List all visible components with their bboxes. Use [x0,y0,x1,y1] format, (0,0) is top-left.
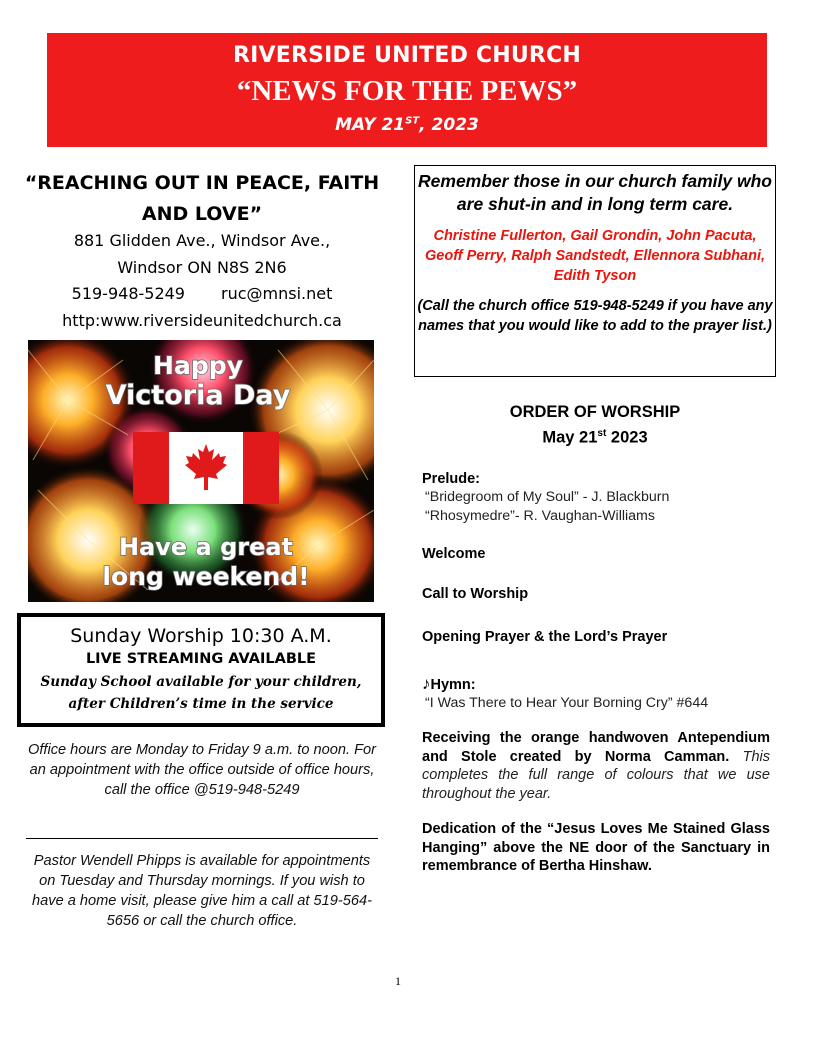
pastor-availability: Pastor Wendell Phipps is available for appointments on Tuesday and Thursday mornings. If you wish to have a home visit, please give him a call at 519-564-5656 or call the church office. [32,853,372,929]
prayer-list-box [414,165,776,377]
prelude-piece-1: “Bridegroom of My Soul” - J. Blackburn [425,489,670,505]
image-text-happy: Happy [153,351,243,380]
dedication-text: Dedication of the “Jesus Loves Me Stained Glass Hanging” above the NE door of the Sanctuary in remembrance of Bertha Hinshaw. [422,821,770,874]
contact-info [22,228,382,334]
receiving-note: This completes the full range of colours that we use throughout the year. [422,748,771,802]
hymn-label: Hymn: [430,677,476,693]
image-text-long-weekend: long weekend! [102,562,310,591]
divider [26,838,378,839]
church-motto: “REACHING OUT IN PEACE, FAITH AND LOVE” [24,172,380,225]
live-streaming-notice: LIVE STREAMING AVAILABLE [85,651,317,667]
page-number: 1 [395,974,401,988]
prelude-section [422,470,770,526]
website-link[interactable]: http:www.riversideunitedchurch.ca [62,310,342,330]
hymn-title: “I Was There to Hear Your Borning Cry” #644 [425,695,709,711]
image-text-victoria-day: Victoria Day [105,380,291,411]
welcome-item: Welcome [422,546,486,562]
receiving-item [422,729,770,803]
email-link[interactable]: ruc@mnsi.net [220,284,333,303]
call-to-worship-item: Call to Worship [422,586,529,602]
prayer-list-note: (Call the church office 519-948-5249 if you have any names that you would like to add to the prayer list.) [417,298,773,334]
newsletter-title: “NEWS FOR THE PEWS” [236,75,578,107]
music-note-icon: ♪ [422,674,431,693]
phone-number: 519-948-5249 [71,284,185,303]
sunday-school-notice: Sunday School available for your children, after Children’s time in the service [40,674,362,712]
image-text-have-a-great: Have a great [118,533,294,561]
phone-email-line [22,281,382,308]
prelude-label: Prelude: [422,471,481,487]
newsletter-date: MAY 21ST, 2023 [335,115,479,135]
church-name: RIVERSIDE UNITED CHURCH [232,43,582,68]
sunday-worship-box [17,613,385,727]
victoria-day-image [28,340,374,602]
service-time: Sunday Worship 10:30 A.M. [70,625,332,647]
order-of-worship-title: ORDER OF WORSHIP May 21st 2023 [414,401,776,449]
order-of-worship-date: May 21st 2023 [542,428,648,447]
opening-prayer-item: Opening Prayer & the Lord’s Prayer [422,629,668,645]
header-banner [47,33,767,147]
address-line-1: 881 Glidden Ave., Windsor Ave., [73,231,331,250]
prayer-list-names: Christine Fullerton, Gail Grondin, John Pacuta, Geoff Perry, Ralph Sandstedt, Ellennora Subhani, Edith Tyson [425,228,766,284]
dedication-item [422,820,770,876]
prelude-piece-2: “Rhosymedre”- R. Vaughan-Williams [425,508,655,524]
address-line-2: Windsor ON N8S 2N6 [117,257,287,277]
hymn-section [422,675,770,713]
canada-flag-icon [133,432,279,504]
office-hours: Office hours are Monday to Friday 9 a.m. to noon. For an appointment with the office outside of office hours, call the office @519-948-5249 [28,742,376,798]
receiving-text: Receiving the orange handwoven Antependium and Stole created by Norma Camman. [422,730,770,765]
prayer-list-heading: Remember those in our church family who are shut-in and in long term care. [418,171,772,214]
